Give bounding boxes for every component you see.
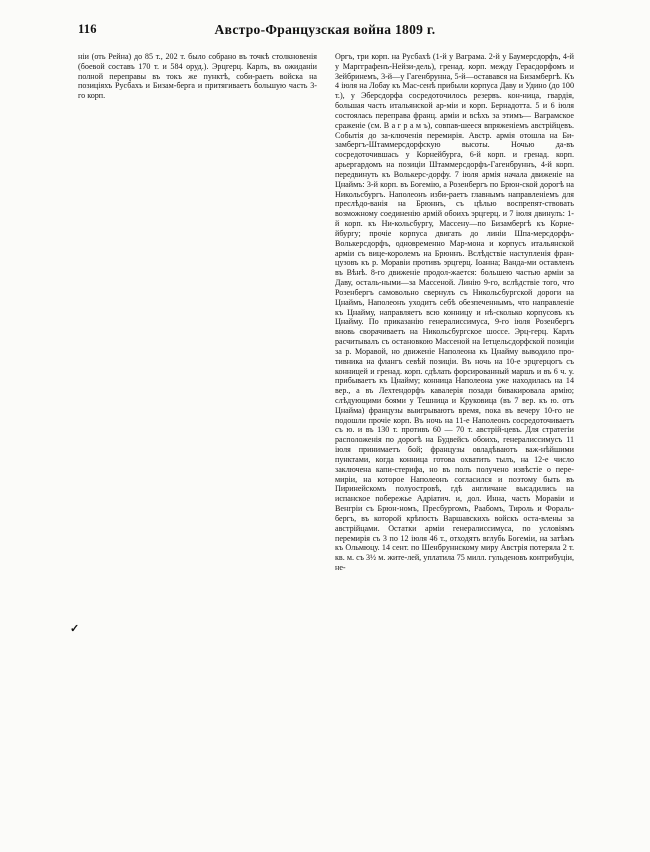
- column-text: нiи (оть Рейна) до 85 т., 202 т. было собрано въ точкѣ столкновенiя (боевой составъ 170 т. и 584 оруд.). Эрцгерц. Карлъ, въ ожиданiи полной переправы въ токъ же пунктѣ, соби-раеть войска на позицiяхъ Русбахъ и Бизам-берга и притягиваетъ большую часть 3-го корп.: [78, 52, 317, 101]
- running-title: Австро-Французская война 1809 г.: [214, 22, 436, 37]
- column-text: Оргъ, три корп. на Русбахѣ (1-й у Ваграма. 2-й у Баумерсдорфъ, 4-й у Маргграфенъ-Нейзи-дель), гренад. корп. между Герасдорфомъ и Зейбринемъ, 3-й—у Гагенбрунна, 5-й—оставався на Бизамбергѣ. Къ 4 iюля на Лобау къ Мас-сенѣ прибыли корпуса Даву и Удино (до 100 т.), у Эберсдорфа сосредоточилось резервъ. кон-ница, гвардiя, большая часть итальянской ар-мiи и корп. Бернадотта. 5 и 6 iюля состоялась переправа франц. армiи и всѣхъ за этимъ— Ваграмское сраженiе (см. В а г р а м ъ), совпав-шееся впряженiемъ австрiйцевъ. Событiя до за-ключенiя перемирiя. Австр. армiя отошла на Би-замбергъ-Штаммерсдорфскую высоты. Ночью да-въ сосредоточившась у Корнейбурга, 6-й корп. и гренад. корп. арьергардомъ на позицiи Штаммерсдорфъ-Гагенбруннъ, 4-й корп. передвинуть къ Волькерс-дорфу. 7 iюля армiя начала движенiе на Цнаймъ: 3-й корп. въ Богемiю, а Розенбергъ по Брюн-ской дорогѣ на Никольсбургъ. Наполеонъ изби-раетъ главнымъ направленiемъ для преслѣдо-ванiя на Брюннъ, съ цѣлью воспрепят-ствовать возможному соединенiю армiй обоихъ эрцгерц. и 7 iюля двинулъ: 1-й корп. къ Ни-кольсбургу, Массену—по Бизамбергѣ къ Корне-йбургу; прочiе корпуса двигать до линiи Шпа-мерсдорфъ-Волькерсдорфъ, одновременно Мар-мона и корпусъ итальянской армiи съ вице-королемъ на Брюннъ. Вслѣдствiе наступленiя фран-цузовъ къ р. Моравiи противъ эрцгерц. Iоанна; Ванда-ми оставленъ въ Вѣнѣ. 8-го движенiе продол-жается: большею частью армiи за Даву, осталь-ными—за Массеной. Линiю 9-го, вслѣдствiе того, что Розенбергъ самовольно свернулъ съ Никольсбургской дороги на Цнаймъ, Наполеонъ уходитъ себѣ обезпеченнымъ, что направленiе къ Цнайму, направляетъ всю конницу и нѣ-сколько корпусовъ къ Цнайму. По приказанiю генералиссимуса, 9-го iюля Розенбергъ вновь сворачиваетъ на Никольсбургское шоссе. Эрц-герц. Карлъ расчитывалъ съ остановкою Массеной на Iетцельсдорфской позицiи за р. Моравой, но движенiе Наполеона къ Цнайму выводило про-тивника на флангъ сeвѣй позицiи. Въ ночь на 10-е эрцгерцогъ съ конницей и гренад. корп. сдѣлать форсированный маршъ и въ 6 ч. у. прибываетъ къ Цнайму; конница Наполеона уже находилась на 14 вер., а въ Лехтендорфъ кавалерiя позади бивакировала армiю; слѣдующими боями у Тешница и Круковица (въ 7 вер. къ ю. отъ Цнайма) французы выигрываютъ время, пока въ вечеру 10-го не подошли прочiе корп. Въ ночь на 11-е Наполеонъ сосредоточиваетъ съ ю. и въ 130 т. противъ 60 — 70 т. австрiй-цевъ. Для стратегiи расположенiя по дорогѣ на Будвейсъ обоихъ, генералиссимусъ 11 iюля принимаетъ бой; французы овладѣваютъ важ-нѣйшими пунктами, когда конница готова охватить тылъ, на 12-е число заключена капи-стерифа, но въ полъ получено извѣстiе о пере-мирiи, на которое Наполеонъ согласился и поэтому быть въ Пиринейскомъ полуостровѣ, гдѣ англичане высадились на испанское побережье Адрiатич. и, дол. Инна, часть Моравiи и Венгрiи съ Брюн-номъ, Пресбургомъ, Раабомъ, Тироль и Фораль-бергъ, въ которой крѣпость Варшавскихъ войскъ оста-влены за австрiйцами. Остатки армiи генералиссимуса, по условiямъ перемирiя съ 3 по 12 iюля 46 т., отходятъ вглубь Богемiи, на затѣмъ къ Ольмюцу. 14 сент. по Шенбруннскому миру Австрiя потеряла 2 т. кв. м. съ 3½ м. жите-лей, уплатила 75 милл. гульденовъ контрибуцiи, не-: [335, 52, 574, 573]
- left-column: [78, 52, 317, 822]
- text-columns: [78, 52, 574, 822]
- page-header: [0, 22, 650, 42]
- page-number: 116: [78, 22, 97, 36]
- right-column: [335, 52, 574, 822]
- margin-marker: ✓: [70, 623, 80, 635]
